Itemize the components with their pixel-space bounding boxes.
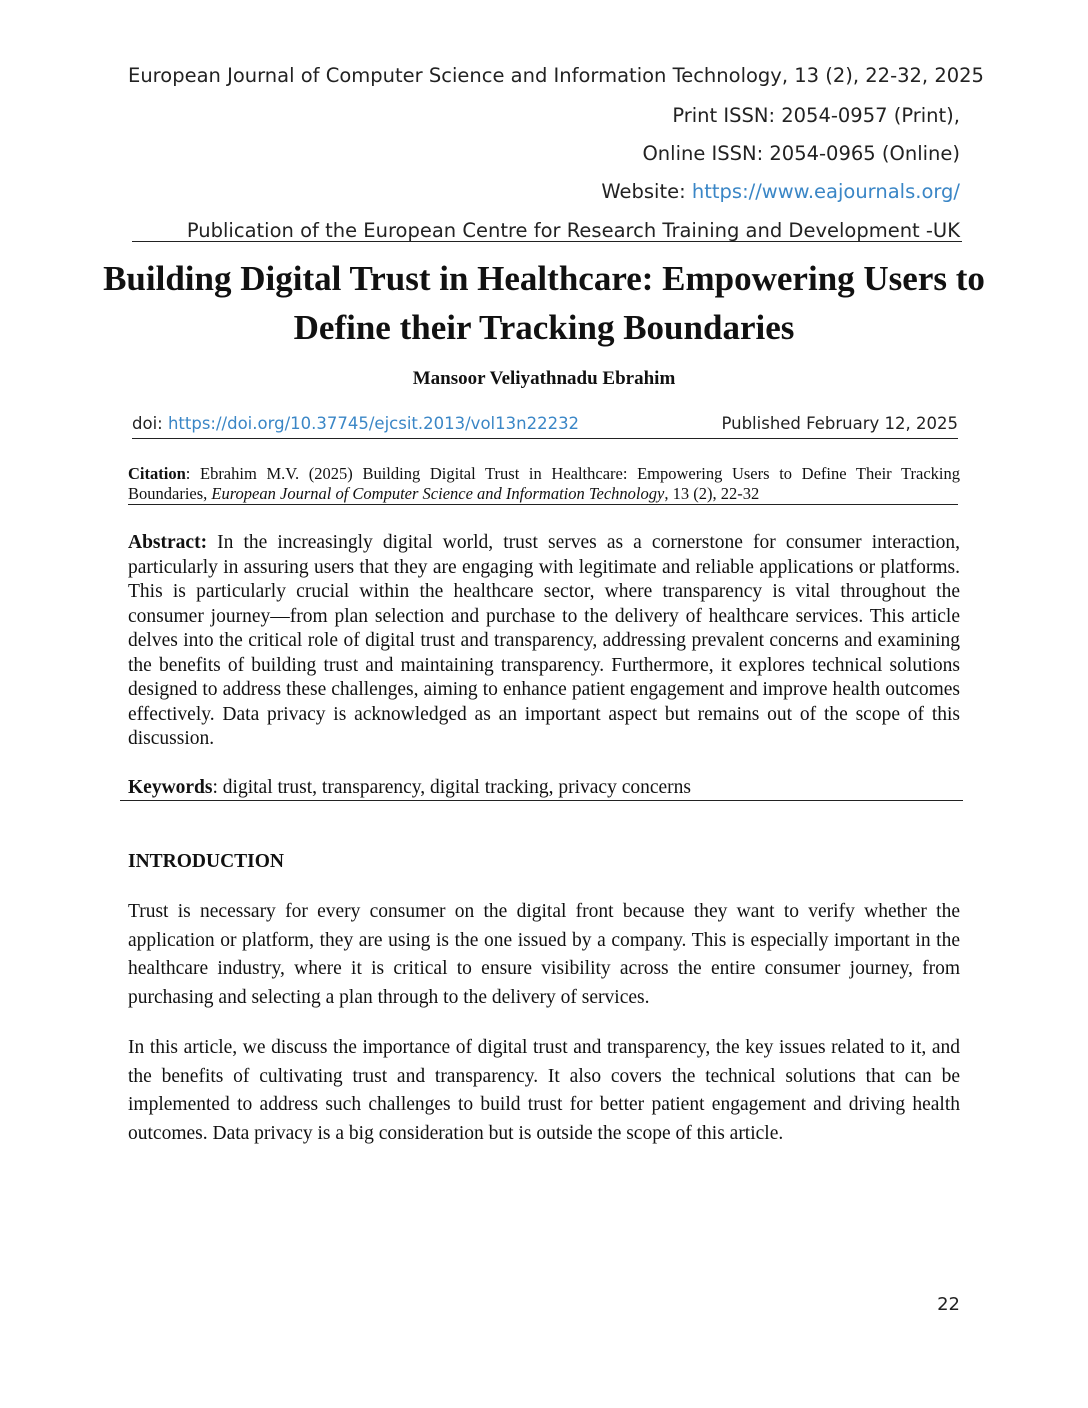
website-label: Website:	[601, 180, 692, 203]
page-number: 22	[937, 1294, 960, 1315]
website-link[interactable]: https://www.eajournals.org/	[691, 180, 960, 203]
print-issn: Print ISSN: 2054-0957 (Print),	[672, 104, 960, 127]
author-name: Mansoor Veliyathnadu Ebrahim	[412, 368, 676, 389]
citation	[128, 464, 960, 504]
citation-label: Citation	[128, 464, 186, 483]
introduction-paragraph-2: In this article, we discuss the importance of digital trust and transparency, the key issues related to it, and the benefits of cultivating trust and transparency. It also covers the technical solutions that can be implemented to address such challenges to build trust for better patient engagement and driving health outcomes. Data privacy is a big consideration but is outside the scope of this article.	[128, 1037, 960, 1144]
online-issn: Online ISSN: 2054-0965 (Online)	[642, 142, 960, 165]
journal-header: European Journal of Computer Science and Information Technology, 13 (2), 22-32, 2025	[128, 64, 984, 87]
citation-divider	[128, 504, 958, 505]
abstract	[128, 531, 960, 752]
citation-text: : Ebrahim M.V. (2025) Building Digital Trust in Healthcare: Empowering Users to Define Their Tracking Boundaries,	[128, 464, 960, 503]
doi-link[interactable]: https://doi.org/10.37745/ejcsit.2013/vol13n22232	[167, 414, 580, 433]
abstract-text: In the increasingly digital world, trust serves as a cornerstone for consumer interaction, particularly in assuring users that they are engaging with legitimate and reliable applications or platforms. This is particularly crucial within the healthcare sector, where transparency is vital throughout the consumer journey—from plan selection and purchase to the delivery of healthcare services. This article delves into the critical role of digital trust and transparency, addressing prevalent concerns and examining the benefits of building trust and maintaining transparency. Furthermore, it explores technical solutions designed to address these challenges, aiming to enhance patient engagement and improve health outcomes effectively. Data privacy is acknowledged as an important aspect but remains out of the scope of this discussion.	[128, 532, 960, 749]
published-date: Published February 12, 2025	[721, 414, 958, 433]
publisher-line: Publication of the European Centre for Research Training and Development -UK	[186, 219, 960, 242]
citation-tail: , 13 (2), 22-32	[664, 484, 760, 503]
website-line	[601, 180, 960, 203]
header-divider	[132, 241, 962, 242]
introduction-paragraph-1: Trust is necessary for every consumer on the digital front because they want to verify whether the application or platform, they are using is the one issued by a company. This is especially important in the healthcare industry, where it is critical to ensure visibility across the entire consumer journey, from purchasing and selecting a plan through to the delivery of services.	[128, 901, 960, 1008]
keywords-divider	[120, 800, 963, 801]
doi-line	[132, 414, 958, 433]
doi-label: doi:	[132, 414, 168, 433]
doi-divider	[132, 438, 958, 439]
citation-journal: European Journal of Computer Science and Information Technology	[211, 484, 665, 503]
abstract-label: Abstract:	[128, 532, 208, 553]
keywords-text: : digital trust, transparency, digital tracking, privacy concerns	[212, 777, 691, 798]
paper-title: Building Digital Trust in Healthcare: Empowering Users to Define their Tracking Boundaries	[103, 259, 985, 347]
introduction-heading: INTRODUCTION	[128, 851, 285, 872]
keywords	[128, 776, 960, 800]
keywords-label: Keywords	[128, 777, 213, 798]
